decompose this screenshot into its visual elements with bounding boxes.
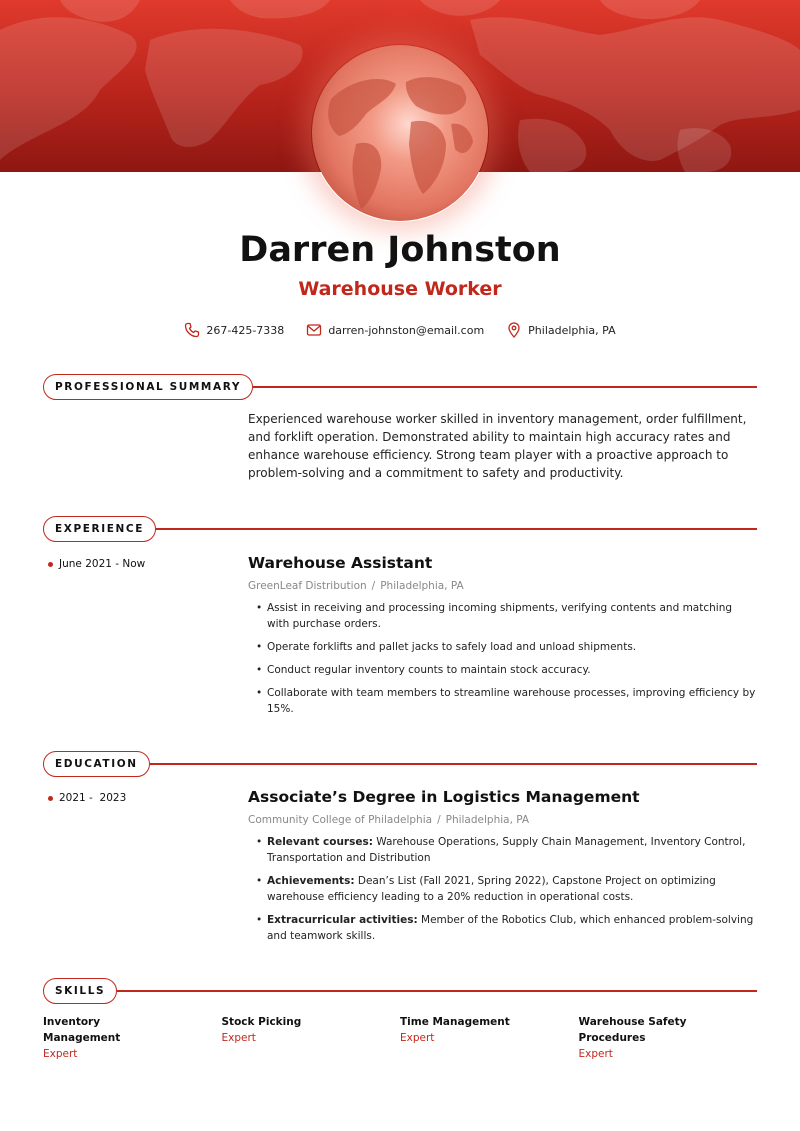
bullet-label: Relevant courses: (267, 836, 373, 848)
list-item: • Conduct regular inventory counts to maintain stock accuracy. (256, 662, 756, 678)
skill-level: Expert (400, 1032, 435, 1044)
school-name: Community College of Philadelphia (248, 814, 433, 826)
timeline-dot (48, 562, 53, 567)
globe-icon (311, 44, 489, 222)
skill-name: Warehouse Safety Procedures (578, 1016, 687, 1044)
section-title-education: EDUCATION (43, 751, 150, 777)
experience-bullets (256, 600, 756, 724)
skill-name: Inventory Management (43, 1016, 121, 1044)
mail-icon (306, 322, 322, 338)
skill-level: Expert (221, 1032, 256, 1044)
list-item: • Collaborate with team members to streamline warehouse processes, improving efficiency by 15%. (256, 685, 756, 717)
bullet-label: Extracurricular activities: (267, 914, 418, 926)
bullet-text: Dean’s List (Fall 2021, Spring 2022), Capstone Project on optimizing warehouse efficiency leading to a 20% reduction in operational costs. (267, 875, 716, 903)
section-header-summary (43, 374, 757, 400)
timeline-dot (48, 796, 53, 801)
location-pin-icon (506, 322, 522, 338)
education-bullets (256, 834, 756, 951)
bullet-label: Achievements: (267, 875, 355, 887)
job-title: Warehouse Worker (298, 278, 502, 300)
skill-name: Time Management (400, 1016, 510, 1028)
skill-item (579, 1014, 758, 1062)
skill-name: Stock Picking (221, 1016, 302, 1028)
skill-item (400, 1014, 579, 1062)
globe-image (311, 44, 489, 222)
summary-text: Experienced warehouse worker skilled in inventory management, order fulfillment, and forklift operation. Demonstrated ability to maintain high accuracy rates and enhance warehouse efficiency. Strong team player with a proactive approach to problem-solving and a commitment to safety and productivity. (248, 412, 747, 480)
list-item: • Assist in receiving and processing incoming shipments, verifying contents and matching with purchase orders. (256, 600, 756, 632)
experience-job-title: Warehouse Assistant (248, 554, 433, 572)
list-item (256, 873, 756, 905)
skill-item (222, 1014, 401, 1062)
list-item: • Operate forklifts and pallet jacks to safely load and unload shipments. (256, 639, 756, 655)
company-location: Philadelphia, PA (380, 580, 464, 592)
section-header-education (43, 751, 757, 777)
company-name: GreenLeaf Distribution (248, 580, 367, 592)
section-title-skills: SKILLS (43, 978, 117, 1004)
candidate-name: Darren Johnston (239, 230, 561, 270)
contact-bar (0, 322, 800, 338)
education-dates (48, 792, 126, 804)
section-divider (253, 386, 757, 388)
location-text: Philadelphia, PA (528, 323, 616, 337)
email-address: darren-johnston@email.com (328, 323, 485, 337)
section-title-experience: EXPERIENCE (43, 516, 156, 542)
contact-location (506, 322, 615, 338)
school-location: Philadelphia, PA (445, 814, 530, 826)
skill-level: Expert (43, 1048, 78, 1060)
skill-item (43, 1014, 222, 1062)
education-school-line: Community College of Philadelphia / Philadelphia, PA (248, 814, 530, 826)
phone-number: 267-425-7338 (206, 323, 285, 337)
bullet-text: Warehouse Operations, Supply Chain Management, Inventory Control, Transportation and Distribution (267, 836, 746, 864)
contact-email[interactable] (306, 322, 484, 338)
section-divider (156, 528, 757, 530)
phone-icon (184, 322, 200, 338)
section-header-skills (43, 978, 757, 1004)
section-divider (117, 990, 757, 992)
list-item (256, 912, 756, 944)
list-item (256, 834, 756, 866)
experience-date-text: June 2021 - Now (59, 558, 146, 570)
experience-company-line: GreenLeaf Distribution / Philadelphia, PA (248, 580, 464, 592)
section-header-experience (43, 516, 757, 542)
section-title-summary: PROFESSIONAL SUMMARY (43, 374, 253, 400)
experience-dates (48, 558, 145, 570)
bullet-text: Member of the Robotics Club, which enhanced problem-solving and teamwork skills. (267, 914, 754, 942)
section-divider (150, 763, 757, 765)
skill-level: Expert (578, 1048, 613, 1060)
education-date-text: 2021 - 2023 (59, 792, 127, 804)
skills-grid (43, 1014, 757, 1062)
education-degree-title: Associate’s Degree in Logistics Management (248, 788, 640, 806)
contact-phone[interactable] (184, 322, 284, 338)
